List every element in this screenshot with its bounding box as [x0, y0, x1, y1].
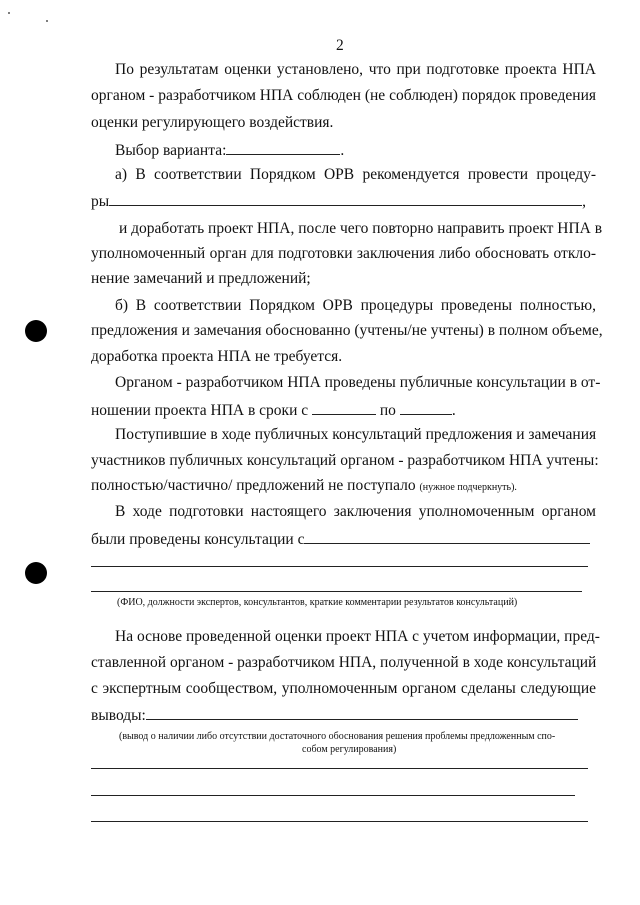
consult-line1: Органом - разработчиком НПА проведены публичные консультации в от- [115, 374, 601, 391]
punch-hole [25, 320, 47, 342]
conclusion-line3: с экспертным сообществом, уполномоченным органом сделаны следующие [91, 680, 596, 697]
proposals-line3 [91, 477, 517, 497]
scan-speck [46, 20, 48, 22]
option-a-line3: и доработать проект НПА, после чего повторно направить проект НПА в [119, 220, 603, 237]
option-a-line2-start: ры [91, 193, 110, 210]
choice-line [115, 140, 344, 160]
proposals-line3-note: (нужное подчеркнуть). [419, 482, 517, 493]
conclusion-label: выводы: [91, 707, 146, 724]
option-a-line2-end: , [582, 193, 587, 210]
conclusion-caption-line1: (вывод о наличии либо отсутствии достаточного обоснования решения проблемы предложенным спо- [119, 731, 556, 742]
conclusion-blank[interactable] [146, 705, 578, 720]
option-a-line2 [91, 191, 586, 211]
proposals-line3-text: полностью/частично/ предложений не поступало [91, 477, 416, 494]
consult-date-to[interactable] [400, 400, 452, 415]
choice-label: Выбор варианта: [115, 142, 227, 159]
conclusion-blank-line[interactable] [91, 821, 588, 822]
expert-line1: В ходе подготовки настоящего заключения уполномоченным органом [115, 503, 596, 520]
choice-blank[interactable] [226, 140, 340, 155]
expert-blank[interactable] [304, 529, 590, 544]
proposals-line2: участников публичных консультаций органом - разработчиком НПА учтены: [91, 452, 599, 469]
punch-hole [25, 562, 47, 584]
consult-line2-mid: по [379, 402, 396, 419]
option-a-line1: а) В соответствии Порядком ОРВ рекомендуется провести процеду- [115, 166, 596, 183]
conclusion-line1: На основе проведенной оценки проект НПА с учетом информации, пред- [115, 628, 600, 645]
consult-line2-start: ношении проекта НПА в сроки с [91, 402, 309, 419]
page-number: 2 [336, 37, 344, 54]
consult-line2 [91, 400, 456, 420]
expert-blank-line[interactable] [91, 591, 582, 592]
para1-line1: По результатам оценки установлено, что при подготовке проекта НПА [115, 61, 596, 78]
conclusion-blank-line[interactable] [91, 768, 588, 769]
conclusion-line4 [91, 705, 578, 725]
expert-line2-text: были проведены консультации с [91, 531, 305, 548]
option-b-line1: б) В соответствии Порядком ОРВ процедуры проведены полностью, [115, 297, 596, 314]
para1-line2: органом - разработчиком НПА соблюден (не соблюден) порядок проведения [91, 87, 596, 104]
option-b-line3: доработка проекта НПА не требуется. [91, 348, 343, 365]
conclusion-blank-line[interactable] [91, 795, 575, 796]
expert-blank-line[interactable] [91, 566, 588, 567]
proposals-line1: Поступившие в ходе публичных консультаций предложения и замечания [115, 426, 597, 443]
conclusion-caption-line2: собом регулирования) [302, 744, 397, 755]
consult-line2-end: . [451, 402, 456, 419]
consult-date-from[interactable] [312, 400, 376, 415]
conclusion-line2: ставленной органом - разработчиком НПА, полученной в ходе консультаций [91, 654, 597, 671]
para1-line3: оценки регулирующего воздействия. [91, 114, 334, 131]
option-a-blank[interactable] [109, 191, 582, 206]
option-a-line5: нение замечаний и предложений; [91, 270, 311, 287]
option-b-line2: предложения и замечания обоснованно (учтены/не учтены) в полном объеме, [91, 322, 603, 339]
option-a-line4: уполномоченный орган для подготовки заключения либо обосновать откло- [91, 245, 596, 262]
choice-end: . [340, 142, 345, 159]
expert-line2 [91, 529, 590, 549]
scan-speck [8, 12, 10, 14]
expert-caption: (ФИО, должности экспертов, консультантов, краткие комментарии результатов консультаций) [117, 597, 518, 608]
